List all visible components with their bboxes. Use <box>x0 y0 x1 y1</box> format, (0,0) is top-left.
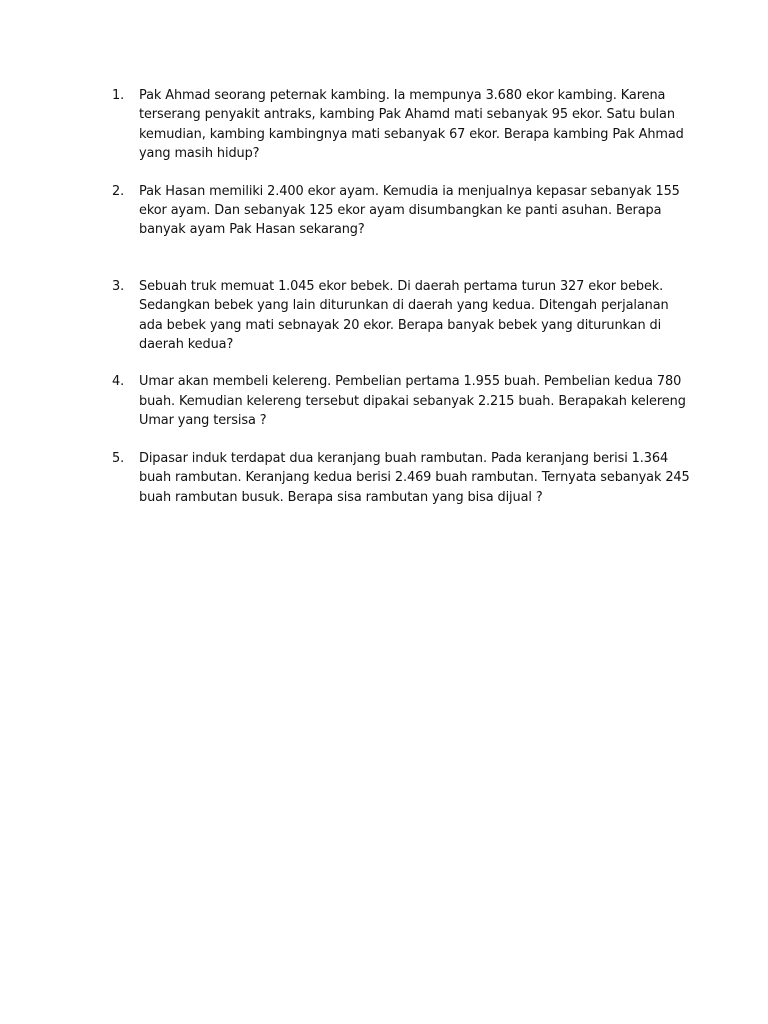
question-number: 5. <box>112 450 125 466</box>
question-text: Pak Hasan memiliki 2.400 ekor ayam. Kemudia ia menjualnya kepasar sebanyak 155 ekor ayam. Dan sebanyak 125 ekor ayam disumbangkan ke panti asuhan. Berapa banyak ayam Pak Hasan sekarang? <box>139 183 680 238</box>
question-number: 3. <box>112 278 125 294</box>
question-number: 1. <box>112 88 125 103</box>
question-item-2 <box>112 182 692 240</box>
question-item-4 <box>112 372 692 430</box>
question-text: Sebuah truk memuat 1.045 ekor bebek. Di daerah pertama turun 327 ekor bebek. Sedangkan bebek yang lain diturunkan di daerah yang kedua. Ditengah perjalanan ada bebek yang mati sebnayak 20 ekor. Berapa banyak bebek yang diturunkan di daerah kedua? <box>139 278 669 353</box>
question-number: 4. <box>112 374 125 390</box>
question-text: Umar akan membeli kelereng. Pembelian pertama 1.955 buah. Pembelian kedua 780 buah. Kemudian kelereng tersebut dipakai sebanyak 2.215 buah. Berapakah kelereng Umar yang tersisa ? <box>139 374 686 429</box>
question-item-5 <box>112 449 692 507</box>
question-text: Dipasar induk terdapat dua keranjang buah rambutan. Pada keranjang berisi 1.364 buah rambutan. Keranjang kedua berisi 2.469 buah rambutan. Ternyata sebanyak 245 buah rambutan busuk. Berapa sisa rambutan yang bisa dijual ? <box>139 450 690 505</box>
question-item-1 <box>112 86 692 164</box>
question-number: 2. <box>112 183 125 199</box>
question-text: Pak Ahmad seorang peternak kambing. Ia mempunya 3.680 ekor kambing. Karena terserang penyakit antraks, kambing Pak Ahamd mati sebanyak 95 ekor. Satu bulan kemudian, kambing kambingnya mati sebanyak 67 ekor. Berapa kambing Pak Ahmad yang masih hidup? <box>139 88 684 162</box>
question-item-3 <box>112 277 692 355</box>
question-list <box>112 86 692 507</box>
